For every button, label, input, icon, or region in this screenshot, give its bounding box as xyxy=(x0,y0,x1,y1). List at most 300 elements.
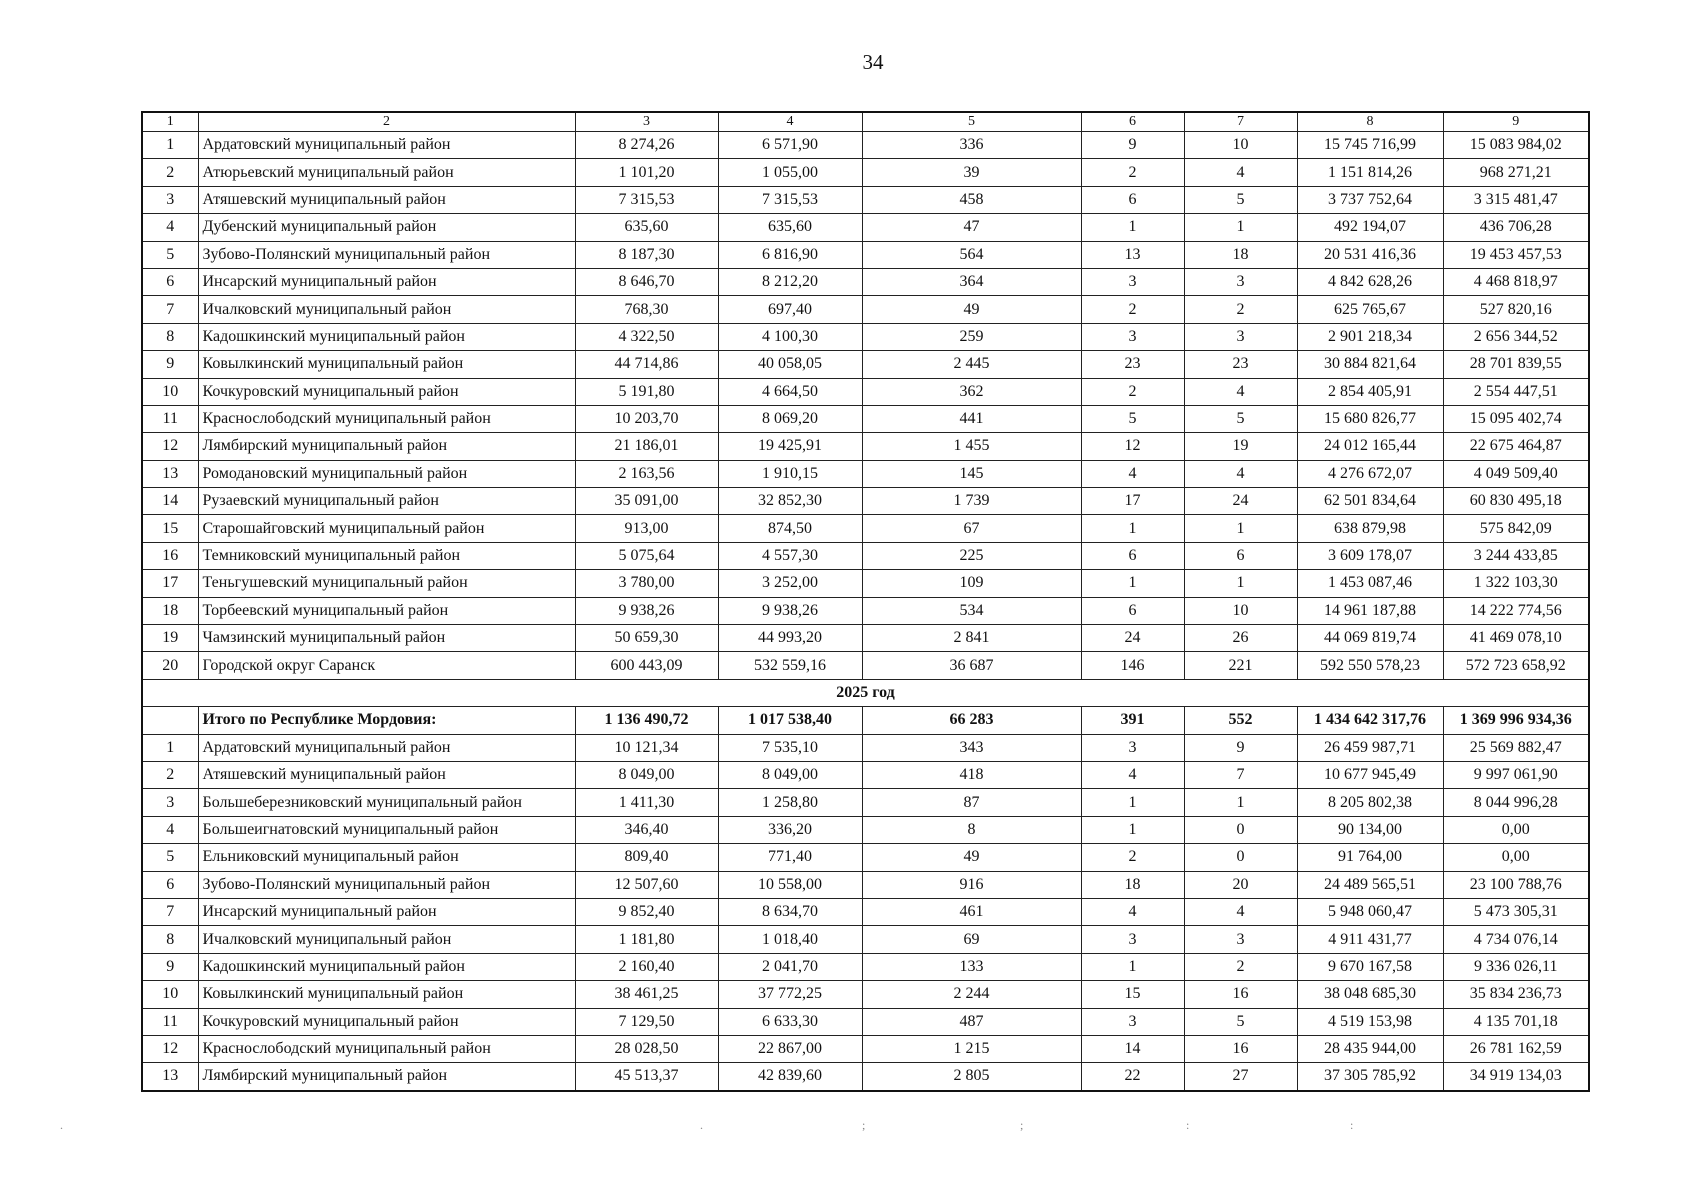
table-row xyxy=(142,351,1589,378)
table-cell-col-7: 4 xyxy=(1184,460,1297,487)
table-cell-col-1: 5 xyxy=(142,241,198,268)
table-row xyxy=(142,761,1589,788)
table-cell-col-4: 6 633,30 xyxy=(718,1008,862,1035)
table-cell-col-6: 15 xyxy=(1081,981,1184,1008)
table-cell-col-3: 1 101,20 xyxy=(575,159,718,186)
table-cell-col-8: 30 884 821,64 xyxy=(1297,351,1443,378)
table-cell-col-7: 24 xyxy=(1184,488,1297,515)
table-cell-col-8: 638 879,98 xyxy=(1297,515,1443,542)
table-cell-col-4: 1 258,80 xyxy=(718,789,862,816)
scan-artifact: : xyxy=(1350,1118,1354,1132)
table-cell-col-3: 1 181,80 xyxy=(575,926,718,953)
table-cell-col-2: Итого по Республике Мордовия: xyxy=(198,707,575,734)
table-cell-col-4: 37 772,25 xyxy=(718,981,862,1008)
table-cell-col-9: 572 723 658,92 xyxy=(1443,652,1589,679)
table-cell-col-6: 13 xyxy=(1081,241,1184,268)
table-cell-col-5: 47 xyxy=(862,214,1081,241)
table-cell-col-4: 40 058,05 xyxy=(718,351,862,378)
table-cell-col-9: 23 100 788,76 xyxy=(1443,871,1589,898)
table-cell-col-4: 42 839,60 xyxy=(718,1063,862,1091)
table-cell-col-9: 4 468 818,97 xyxy=(1443,268,1589,295)
table-cell-col-6: 1 xyxy=(1081,789,1184,816)
table-cell-col-1: 9 xyxy=(142,953,198,980)
table-cell-col-7: 221 xyxy=(1184,652,1297,679)
table-cell-col-4: 8 049,00 xyxy=(718,761,862,788)
table-cell-col-2: Кадошкинский муниципальный район xyxy=(198,953,575,980)
table-cell-col-3: 8 049,00 xyxy=(575,761,718,788)
table-row xyxy=(142,515,1589,542)
table-cell-col-7: 26 xyxy=(1184,625,1297,652)
table-cell-col-6: 5 xyxy=(1081,405,1184,432)
table-cell-col-7: 2 xyxy=(1184,296,1297,323)
table-row xyxy=(142,570,1589,597)
table-cell-col-6: 1 xyxy=(1081,214,1184,241)
table-cell-col-5: 39 xyxy=(862,159,1081,186)
table-cell-col-1: 2 xyxy=(142,761,198,788)
table-cell-col-6: 3 xyxy=(1081,734,1184,761)
data-table xyxy=(141,111,1590,1092)
table-cell-col-9: 15 095 402,74 xyxy=(1443,405,1589,432)
table-cell-col-7: 1 xyxy=(1184,515,1297,542)
table-cell-col-1: 4 xyxy=(142,816,198,843)
table-cell-col-2: Кочкуровский муниципальный район xyxy=(198,378,575,405)
table-cell-col-9: 527 820,16 xyxy=(1443,296,1589,323)
table-cell-col-2: Дубенский муниципальный район xyxy=(198,214,575,241)
table-cell-col-3: 12 507,60 xyxy=(575,871,718,898)
table-cell-col-7: 18 xyxy=(1184,241,1297,268)
table-cell-col-8: 9 670 167,58 xyxy=(1297,953,1443,980)
table-cell-col-1: 17 xyxy=(142,570,198,597)
table-row xyxy=(142,323,1589,350)
table-cell-col-1: 18 xyxy=(142,597,198,624)
table-cell-col-9: 1 322 103,30 xyxy=(1443,570,1589,597)
table-cell-col-5: 2 445 xyxy=(862,351,1081,378)
table-cell-col-7: 1 xyxy=(1184,214,1297,241)
table-cell-col-6: 1 xyxy=(1081,515,1184,542)
table-cell-col-2: Ичалковский муниципальный район xyxy=(198,296,575,323)
table-cell-col-1: 8 xyxy=(142,323,198,350)
table-cell-col-8: 625 765,67 xyxy=(1297,296,1443,323)
table-cell-col-8: 5 948 060,47 xyxy=(1297,898,1443,925)
table-row xyxy=(142,1035,1589,1062)
table-cell-col-9: 22 675 464,87 xyxy=(1443,433,1589,460)
table-cell-col-9: 19 453 457,53 xyxy=(1443,241,1589,268)
table-cell-col-3: 5 191,80 xyxy=(575,378,718,405)
table-cell-col-7: 3 xyxy=(1184,323,1297,350)
table-cell-col-5: 145 xyxy=(862,460,1081,487)
table-cell-col-2: Большеберезниковский муниципальный район xyxy=(198,789,575,816)
table-cell-col-9: 968 271,21 xyxy=(1443,159,1589,186)
table-body xyxy=(142,112,1589,1091)
table-cell-col-3: 8 187,30 xyxy=(575,241,718,268)
table-cell-col-8: 62 501 834,64 xyxy=(1297,488,1443,515)
table-cell-col-6: 14 xyxy=(1081,1035,1184,1062)
table-row xyxy=(142,186,1589,213)
table-cell-col-6: 2 xyxy=(1081,296,1184,323)
table-cell-col-9: 14 222 774,56 xyxy=(1443,597,1589,624)
table-row xyxy=(142,844,1589,871)
table-cell-col-7: 6 xyxy=(1184,542,1297,569)
page-number: 34 xyxy=(862,50,884,74)
table-cell-col-2: Зубово-Полянский муниципальный район xyxy=(198,241,575,268)
table-cell-col-7: 16 xyxy=(1184,1035,1297,1062)
table-cell-col-6: 4 xyxy=(1081,460,1184,487)
table-row xyxy=(142,542,1589,569)
table-cell-col-6: 391 xyxy=(1081,707,1184,734)
table-cell-col-8: 2 854 405,91 xyxy=(1297,378,1443,405)
table-cell-col-5: 2 244 xyxy=(862,981,1081,1008)
table-cell-col-3: 600 443,09 xyxy=(575,652,718,679)
table-cell-col-3: 913,00 xyxy=(575,515,718,542)
table-cell-col-7: 5 xyxy=(1184,186,1297,213)
table-cell-col-9: 4 049 509,40 xyxy=(1443,460,1589,487)
table-cell-col-1 xyxy=(142,707,198,734)
scan-artifact: : xyxy=(1186,1118,1190,1132)
table-cell-col-9: 2 554 447,51 xyxy=(1443,378,1589,405)
table-cell-col-4: 22 867,00 xyxy=(718,1035,862,1062)
table-cell-col-6: 24 xyxy=(1081,625,1184,652)
column-header: 3 xyxy=(575,112,718,132)
table-cell-col-7: 10 xyxy=(1184,597,1297,624)
table-cell-col-4: 3 252,00 xyxy=(718,570,862,597)
table-header-row xyxy=(142,112,1589,132)
table-cell-col-6: 3 xyxy=(1081,1008,1184,1035)
table-cell-col-4: 10 558,00 xyxy=(718,871,862,898)
table-cell-col-1: 11 xyxy=(142,1008,198,1035)
table-cell-col-5: 225 xyxy=(862,542,1081,569)
table-cell-col-1: 1 xyxy=(142,132,198,159)
table-cell-col-6: 12 xyxy=(1081,433,1184,460)
table-cell-col-5: 1 455 xyxy=(862,433,1081,460)
table-cell-col-5: 564 xyxy=(862,241,1081,268)
table-cell-col-1: 13 xyxy=(142,460,198,487)
table-cell-col-2: Зубово-Полянский муниципальный район xyxy=(198,871,575,898)
table-cell-col-7: 3 xyxy=(1184,926,1297,953)
table-cell-col-2: Рузаевский муниципальный район xyxy=(198,488,575,515)
table-cell-col-2: Краснослободский муниципальный район xyxy=(198,405,575,432)
table-cell-col-6: 2 xyxy=(1081,378,1184,405)
table-cell-col-1: 20 xyxy=(142,652,198,679)
table-cell-col-2: Атяшевский муниципальный район xyxy=(198,761,575,788)
table-cell-col-8: 4 519 153,98 xyxy=(1297,1008,1443,1035)
table-cell-col-2: Инсарский муниципальный район xyxy=(198,268,575,295)
table-cell-col-8: 15 680 826,77 xyxy=(1297,405,1443,432)
table-cell-col-5: 259 xyxy=(862,323,1081,350)
column-header: 4 xyxy=(718,112,862,132)
table-row xyxy=(142,405,1589,432)
table-cell-col-6: 6 xyxy=(1081,542,1184,569)
table-cell-col-9: 25 569 882,47 xyxy=(1443,734,1589,761)
table-cell-col-5: 1 739 xyxy=(862,488,1081,515)
table-cell-col-2: Темниковский муниципальный район xyxy=(198,542,575,569)
table-cell-col-1: 5 xyxy=(142,844,198,871)
table-cell-col-6: 9 xyxy=(1081,132,1184,159)
table-cell-col-4: 7 535,10 xyxy=(718,734,862,761)
table-cell-col-1: 7 xyxy=(142,296,198,323)
table-cell-col-2: Ельниковский муниципальный район xyxy=(198,844,575,871)
table-cell-col-3: 8 646,70 xyxy=(575,268,718,295)
table-cell-col-6: 6 xyxy=(1081,597,1184,624)
table-cell-col-6: 4 xyxy=(1081,761,1184,788)
table-cell-col-3: 4 322,50 xyxy=(575,323,718,350)
table-cell-col-3: 768,30 xyxy=(575,296,718,323)
table-cell-col-1: 4 xyxy=(142,214,198,241)
table-cell-col-6: 146 xyxy=(1081,652,1184,679)
table-cell-col-4: 4 557,30 xyxy=(718,542,862,569)
table-cell-col-1: 3 xyxy=(142,186,198,213)
table-cell-col-5: 487 xyxy=(862,1008,1081,1035)
table-cell-col-3: 50 659,30 xyxy=(575,625,718,652)
table-row xyxy=(142,296,1589,323)
column-header: 5 xyxy=(862,112,1081,132)
table-cell-col-2: Старошайговский муниципальный район xyxy=(198,515,575,542)
column-header: 8 xyxy=(1297,112,1443,132)
table-cell-col-4: 532 559,16 xyxy=(718,652,862,679)
table-row xyxy=(142,378,1589,405)
table-cell-col-6: 1 xyxy=(1081,816,1184,843)
table-cell-col-2: Лямбирский муниципальный район xyxy=(198,433,575,460)
table-cell-col-7: 0 xyxy=(1184,816,1297,843)
table-cell-col-5: 336 xyxy=(862,132,1081,159)
table-cell-col-2: Ичалковский муниципальный район xyxy=(198,926,575,953)
table-cell-col-5: 69 xyxy=(862,926,1081,953)
table-row xyxy=(142,898,1589,925)
table-cell-col-5: 418 xyxy=(862,761,1081,788)
table-cell-col-7: 2 xyxy=(1184,953,1297,980)
table-cell-col-1: 10 xyxy=(142,981,198,1008)
table-row xyxy=(142,981,1589,1008)
table-cell-col-2: Краснослободский муниципальный район xyxy=(198,1035,575,1062)
table-cell-col-1: 9 xyxy=(142,351,198,378)
scan-artifact: ; xyxy=(1020,1118,1024,1132)
table-cell-col-4: 6 816,90 xyxy=(718,241,862,268)
table-cell-col-8: 20 531 416,36 xyxy=(1297,241,1443,268)
table-cell-col-2: Ардатовский муниципальный район xyxy=(198,734,575,761)
table-cell-col-7: 552 xyxy=(1184,707,1297,734)
table-row xyxy=(142,268,1589,295)
table-cell-col-8: 15 745 716,99 xyxy=(1297,132,1443,159)
table-cell-col-1: 12 xyxy=(142,433,198,460)
table-cell-col-3: 2 163,56 xyxy=(575,460,718,487)
table-cell-col-1: 8 xyxy=(142,926,198,953)
table-cell-col-3: 3 780,00 xyxy=(575,570,718,597)
table-cell-col-7: 4 xyxy=(1184,898,1297,925)
table-cell-col-4: 9 938,26 xyxy=(718,597,862,624)
table-cell-col-7: 0 xyxy=(1184,844,1297,871)
table-row xyxy=(142,734,1589,761)
table-cell-col-8: 14 961 187,88 xyxy=(1297,597,1443,624)
table-cell-col-1: 2 xyxy=(142,159,198,186)
table-cell-col-6: 3 xyxy=(1081,323,1184,350)
table-cell-col-6: 3 xyxy=(1081,268,1184,295)
table-cell-col-1: 16 xyxy=(142,542,198,569)
table-cell-col-8: 4 842 628,26 xyxy=(1297,268,1443,295)
table-cell-col-3: 346,40 xyxy=(575,816,718,843)
table-cell-col-4: 4 100,30 xyxy=(718,323,862,350)
table-cell-col-8: 90 134,00 xyxy=(1297,816,1443,843)
table-row xyxy=(142,926,1589,953)
table-cell-col-2: Ковылкинский муниципальный район xyxy=(198,351,575,378)
scan-artifact: . xyxy=(60,1118,63,1132)
table-cell-col-5: 87 xyxy=(862,789,1081,816)
table-cell-col-7: 20 xyxy=(1184,871,1297,898)
table-cell-col-9: 9 336 026,11 xyxy=(1443,953,1589,980)
table-cell-col-9: 9 997 061,90 xyxy=(1443,761,1589,788)
table-cell-col-3: 5 075,64 xyxy=(575,542,718,569)
table-row xyxy=(142,159,1589,186)
section-label: 2025 год xyxy=(142,679,1589,706)
table-cell-col-3: 1 136 490,72 xyxy=(575,707,718,734)
table-cell-col-1: 14 xyxy=(142,488,198,515)
table-cell-col-6: 18 xyxy=(1081,871,1184,898)
table-cell-col-3: 21 186,01 xyxy=(575,433,718,460)
table-cell-col-9: 8 044 996,28 xyxy=(1443,789,1589,816)
table-cell-col-7: 23 xyxy=(1184,351,1297,378)
table-cell-col-9: 34 919 134,03 xyxy=(1443,1063,1589,1091)
column-header: 1 xyxy=(142,112,198,132)
table-cell-col-8: 24 012 165,44 xyxy=(1297,433,1443,460)
table-cell-col-1: 1 xyxy=(142,734,198,761)
table-cell-col-5: 2 805 xyxy=(862,1063,1081,1091)
table-cell-col-3: 809,40 xyxy=(575,844,718,871)
column-header: 9 xyxy=(1443,112,1589,132)
table-row xyxy=(142,871,1589,898)
table-cell-col-7: 19 xyxy=(1184,433,1297,460)
table-cell-col-4: 1 910,15 xyxy=(718,460,862,487)
table-cell-col-7: 1 xyxy=(1184,570,1297,597)
table-cell-col-6: 6 xyxy=(1081,186,1184,213)
table-cell-col-9: 28 701 839,55 xyxy=(1443,351,1589,378)
table-row xyxy=(142,132,1589,159)
table-cell-col-4: 19 425,91 xyxy=(718,433,862,460)
table-cell-col-1: 12 xyxy=(142,1035,198,1062)
table-cell-col-1: 13 xyxy=(142,1063,198,1091)
table-cell-col-9: 3 315 481,47 xyxy=(1443,186,1589,213)
table-cell-col-8: 44 069 819,74 xyxy=(1297,625,1443,652)
table-cell-col-9: 0,00 xyxy=(1443,816,1589,843)
table-row xyxy=(142,241,1589,268)
table-cell-col-5: 133 xyxy=(862,953,1081,980)
table-cell-col-8: 4 911 431,77 xyxy=(1297,926,1443,953)
table-cell-col-7: 10 xyxy=(1184,132,1297,159)
table-cell-col-5: 67 xyxy=(862,515,1081,542)
table-cell-col-2: Большеигнатовский муниципальный район xyxy=(198,816,575,843)
table-row xyxy=(142,488,1589,515)
table-cell-col-8: 1 434 642 317,76 xyxy=(1297,707,1443,734)
table-cell-col-3: 10 121,34 xyxy=(575,734,718,761)
table-cell-col-5: 49 xyxy=(862,844,1081,871)
table-cell-col-9: 41 469 078,10 xyxy=(1443,625,1589,652)
table-cell-col-5: 109 xyxy=(862,570,1081,597)
table-cell-col-3: 7 315,53 xyxy=(575,186,718,213)
table-cell-col-9: 4 135 701,18 xyxy=(1443,1008,1589,1035)
table-cell-col-2: Кадошкинский муниципальный район xyxy=(198,323,575,350)
table-cell-col-5: 534 xyxy=(862,597,1081,624)
table-cell-col-7: 5 xyxy=(1184,1008,1297,1035)
column-header: 6 xyxy=(1081,112,1184,132)
table-cell-col-2: Ромодановский муниципальный район xyxy=(198,460,575,487)
table-cell-col-4: 8 069,20 xyxy=(718,405,862,432)
table-row xyxy=(142,1063,1589,1091)
table-cell-col-9: 26 781 162,59 xyxy=(1443,1035,1589,1062)
table-cell-col-4: 32 852,30 xyxy=(718,488,862,515)
table-cell-col-1: 6 xyxy=(142,268,198,295)
table-cell-col-5: 362 xyxy=(862,378,1081,405)
table-cell-col-6: 22 xyxy=(1081,1063,1184,1091)
table-cell-col-2: Кочкуровский муниципальный район xyxy=(198,1008,575,1035)
table-cell-col-8: 492 194,07 xyxy=(1297,214,1443,241)
table-row xyxy=(142,953,1589,980)
table-cell-col-5: 343 xyxy=(862,734,1081,761)
table-cell-col-6: 2 xyxy=(1081,844,1184,871)
table-cell-col-6: 3 xyxy=(1081,926,1184,953)
table-cell-col-1: 15 xyxy=(142,515,198,542)
table-row xyxy=(142,460,1589,487)
table-cell-col-9: 3 244 433,85 xyxy=(1443,542,1589,569)
table-cell-col-6: 23 xyxy=(1081,351,1184,378)
table-cell-col-2: Ковылкинский муниципальный район xyxy=(198,981,575,1008)
scan-artifact: . xyxy=(700,1118,703,1132)
table-cell-col-7: 4 xyxy=(1184,159,1297,186)
table-row xyxy=(142,625,1589,652)
table-cell-col-8: 38 048 685,30 xyxy=(1297,981,1443,1008)
table-cell-col-3: 7 129,50 xyxy=(575,1008,718,1035)
table-cell-col-4: 1 055,00 xyxy=(718,159,862,186)
table-cell-col-5: 364 xyxy=(862,268,1081,295)
table-cell-col-9: 15 083 984,02 xyxy=(1443,132,1589,159)
table-cell-col-8: 24 489 565,51 xyxy=(1297,871,1443,898)
table-cell-col-8: 26 459 987,71 xyxy=(1297,734,1443,761)
table-cell-col-2: Ардатовский муниципальный район xyxy=(198,132,575,159)
table-cell-col-3: 9 852,40 xyxy=(575,898,718,925)
table-cell-col-6: 2 xyxy=(1081,159,1184,186)
table-row xyxy=(142,652,1589,679)
table-cell-col-4: 771,40 xyxy=(718,844,862,871)
table-cell-col-2: Торбеевский муниципальный район xyxy=(198,597,575,624)
table-cell-col-7: 5 xyxy=(1184,405,1297,432)
table-cell-col-6: 4 xyxy=(1081,898,1184,925)
table-cell-col-4: 8 634,70 xyxy=(718,898,862,925)
table-cell-col-5: 49 xyxy=(862,296,1081,323)
table-cell-col-4: 697,40 xyxy=(718,296,862,323)
scan-artifact: ; xyxy=(862,1118,866,1132)
table-cell-col-2: Атюрьевский муниципальный район xyxy=(198,159,575,186)
table-cell-col-8: 592 550 578,23 xyxy=(1297,652,1443,679)
table-cell-col-3: 9 938,26 xyxy=(575,597,718,624)
table-cell-col-3: 1 411,30 xyxy=(575,789,718,816)
table-cell-col-5: 66 283 xyxy=(862,707,1081,734)
table-row xyxy=(142,433,1589,460)
table-cell-col-8: 3 609 178,07 xyxy=(1297,542,1443,569)
table-cell-col-7: 7 xyxy=(1184,761,1297,788)
table-cell-col-1: 19 xyxy=(142,625,198,652)
table-cell-col-8: 8 205 802,38 xyxy=(1297,789,1443,816)
table-cell-col-3: 2 160,40 xyxy=(575,953,718,980)
table-cell-col-1: 10 xyxy=(142,378,198,405)
table-cell-col-9: 35 834 236,73 xyxy=(1443,981,1589,1008)
table-cell-col-8: 10 677 945,49 xyxy=(1297,761,1443,788)
table-cell-col-9: 60 830 495,18 xyxy=(1443,488,1589,515)
table-cell-col-4: 8 212,20 xyxy=(718,268,862,295)
table-cell-col-4: 44 993,20 xyxy=(718,625,862,652)
table-cell-col-8: 4 276 672,07 xyxy=(1297,460,1443,487)
table-cell-col-5: 1 215 xyxy=(862,1035,1081,1062)
table-cell-col-7: 3 xyxy=(1184,268,1297,295)
table-cell-col-5: 461 xyxy=(862,898,1081,925)
table-cell-col-4: 4 664,50 xyxy=(718,378,862,405)
table-cell-col-1: 3 xyxy=(142,789,198,816)
table-cell-col-2: Лямбирский муниципальный район xyxy=(198,1063,575,1091)
